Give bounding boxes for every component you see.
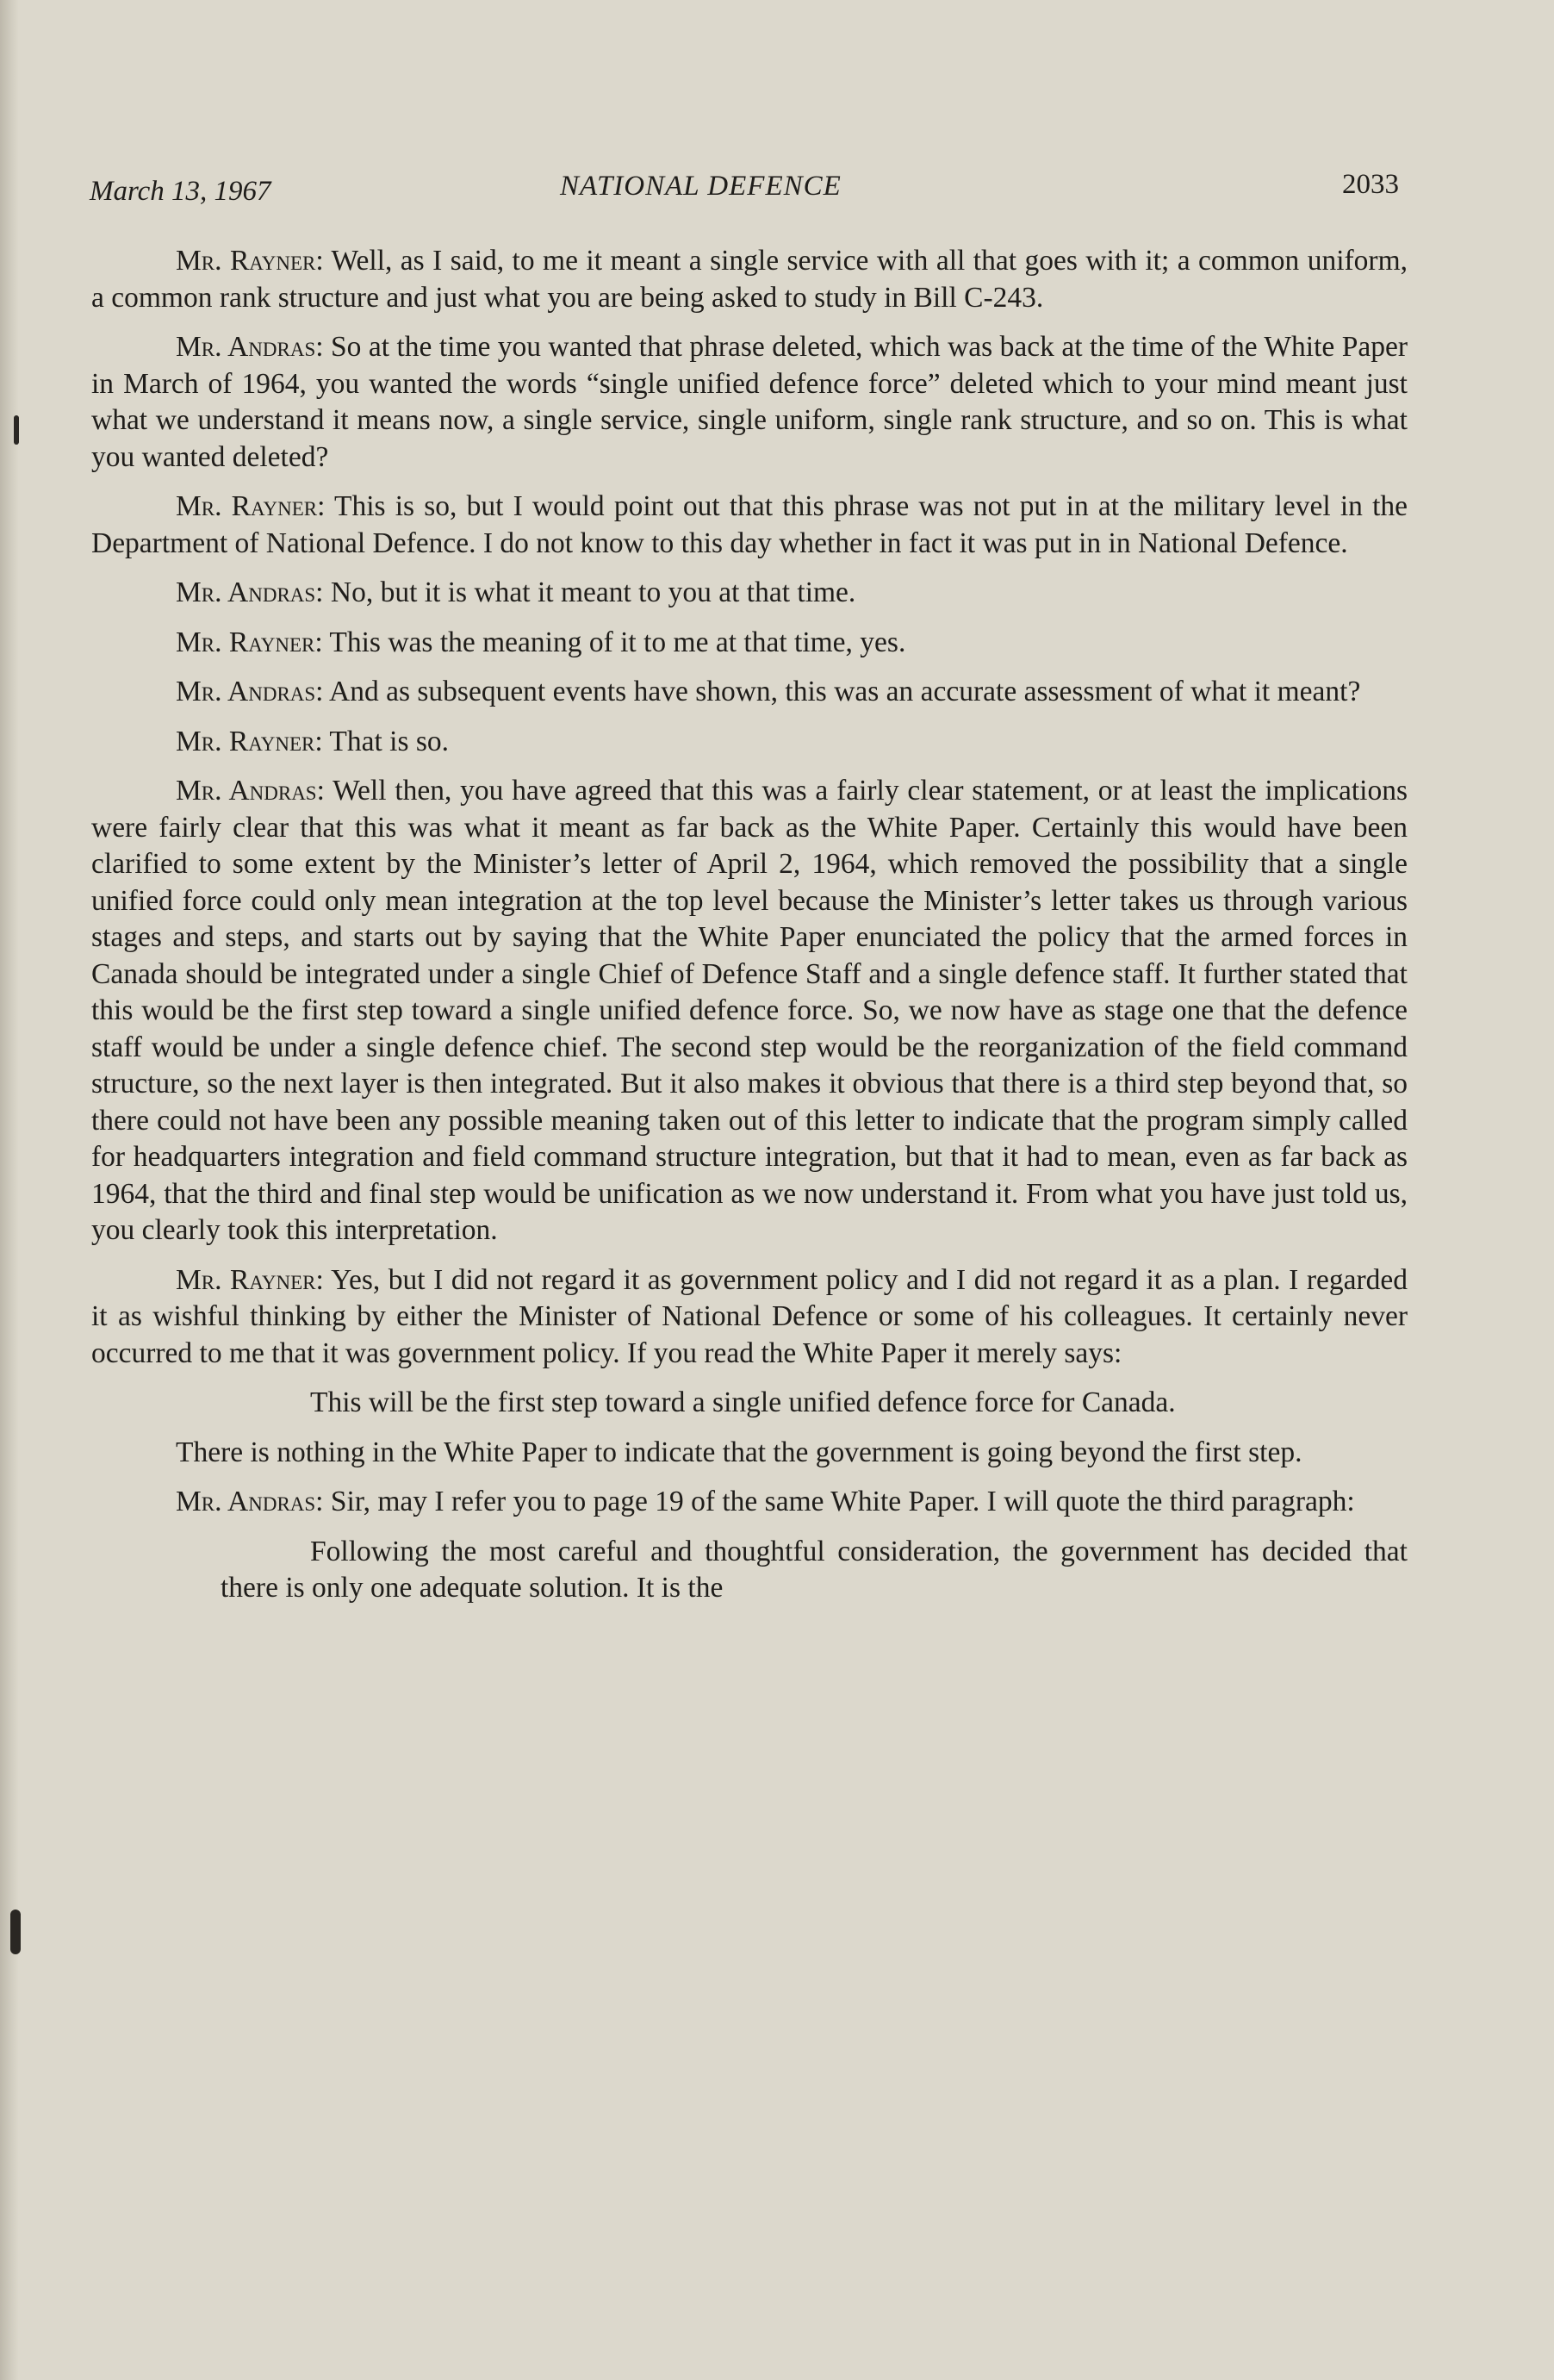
transcript-paragraph [91,625,1408,662]
running-header [90,169,1399,212]
transcript-paragraph [91,489,1408,562]
paragraph-text: That is so. [322,725,450,757]
transcript-paragraph [91,1484,1408,1521]
paragraph-text: This is so, but I would point out that this phrase was not put in at the military level in the Department of National Defence. I do not know to this day whether in fact it was put in in National Defence. [91,490,1408,559]
paragraph-text: Sir, may I refer you to page 19 of the same White Paper. I will quote the third paragraph: [323,1486,1355,1517]
transcript-paragraph [91,674,1408,711]
speaker-name: Mr. Rayner: [176,490,326,522]
paragraph-text: And as subsequent events have shown, this was an accurate assessment of what it meant? [323,676,1361,707]
paragraph-text: Yes, but I did not regard it as government policy and I did not regard it as a plan. I regarded it as wishful thinking by either the Minister of National Defence or some of his colleagues. It certainly never occurred to me that it was government policy. If you read the White Paper it merely says: [91,1263,1408,1369]
speaker-name: Mr. Rayner: [176,245,324,277]
speaker-name: Mr. Rayner: [176,626,323,658]
transcript-paragraph [91,724,1408,761]
paragraph-text: Well, as I said, to me it meant a single service with all that goes with it; a common uniform, a common rank structure and just what you are being asked to study in Bill C-243. [91,245,1408,314]
speaker-name: Mr. Andras: [176,576,324,608]
transcript-body [91,243,1408,1620]
margin-mark [14,415,19,445]
header-date: March 13, 1967 [90,176,271,207]
margin-mark [10,1910,21,1954]
paragraph-text: So at the time you wanted that phrase deleted, which was back at the time of the White Paper in March of 1964, you wanted the words “single unified defence force” deleted which to your mind meant just what we understand it means now, a single service, single uniform, single rank structure, and so on. This is what you wanted deleted? [91,331,1408,473]
speaker-name: Mr. Andras: [176,1486,324,1517]
paragraph-text: Well then, you have agreed that this was a fairly clear statement, or at least the implications were fairly clear that this was what it meant as far back as the White Paper. Certainly this would have been clarified to some extent by the Minister’s letter of April 2, 1964, which removed the possibility that a single unified force could only mean integration at the top level because the Minister’s letter takes us through various stages and steps, and starts out by saying that the White Paper enunciated the policy that the armed forces in Canada should be integrated under a single Chief of Defence Staff and a single defence staff. It further stated that this would be the first step toward a single unified defence force. So, we now have as stage one that the defence staff would be under a single defence chief. The second step would be the reorganization of the field command structure, so the next layer is then integrated. But it also makes it obvious that there is a third step beyond that, so there could not have been any possible meaning taken out of this letter to indicate that the program simply called for headquarters integration and field command structure integration, but that it had to mean, even as far back as 1964, that the third and final step would be unification as we now understand it. From what you have just told us, you clearly took this interpretation. [91,775,1408,1246]
paragraph-text: No, but it is what it meant to you at that time. [323,576,856,608]
speaker-name: Mr. Andras: [176,676,324,707]
transcript-paragraph [91,575,1408,612]
block-quote: Following the most careful and thoughtful consideration, the government has decided that there is only one adequate solution. It is the [221,1535,1408,1604]
transcript-paragraph [91,243,1408,316]
transcript-paragraph [91,329,1408,476]
transcript-paragraph: There is nothing in the White Paper to indicate that the government is going beyond the first step. [176,1436,1302,1468]
speaker-name: Mr. Andras: [176,331,324,363]
page-number: 2033 [1342,169,1399,200]
binding-edge [0,0,19,2380]
speaker-name: Mr. Rayner: [176,725,323,757]
speaker-name: Mr. Andras: [176,775,325,807]
paragraph-text: This was the meaning of it to me at that time, yes. [322,626,906,658]
transcript-paragraph [91,773,1408,1249]
block-quote: This will be the first step toward a single unified defence force for Canada. [310,1386,1176,1418]
speaker-name: Mr. Rayner: [176,1263,324,1296]
transcript-paragraph [91,1262,1408,1373]
header-title: NATIONAL DEFENCE [560,171,842,202]
